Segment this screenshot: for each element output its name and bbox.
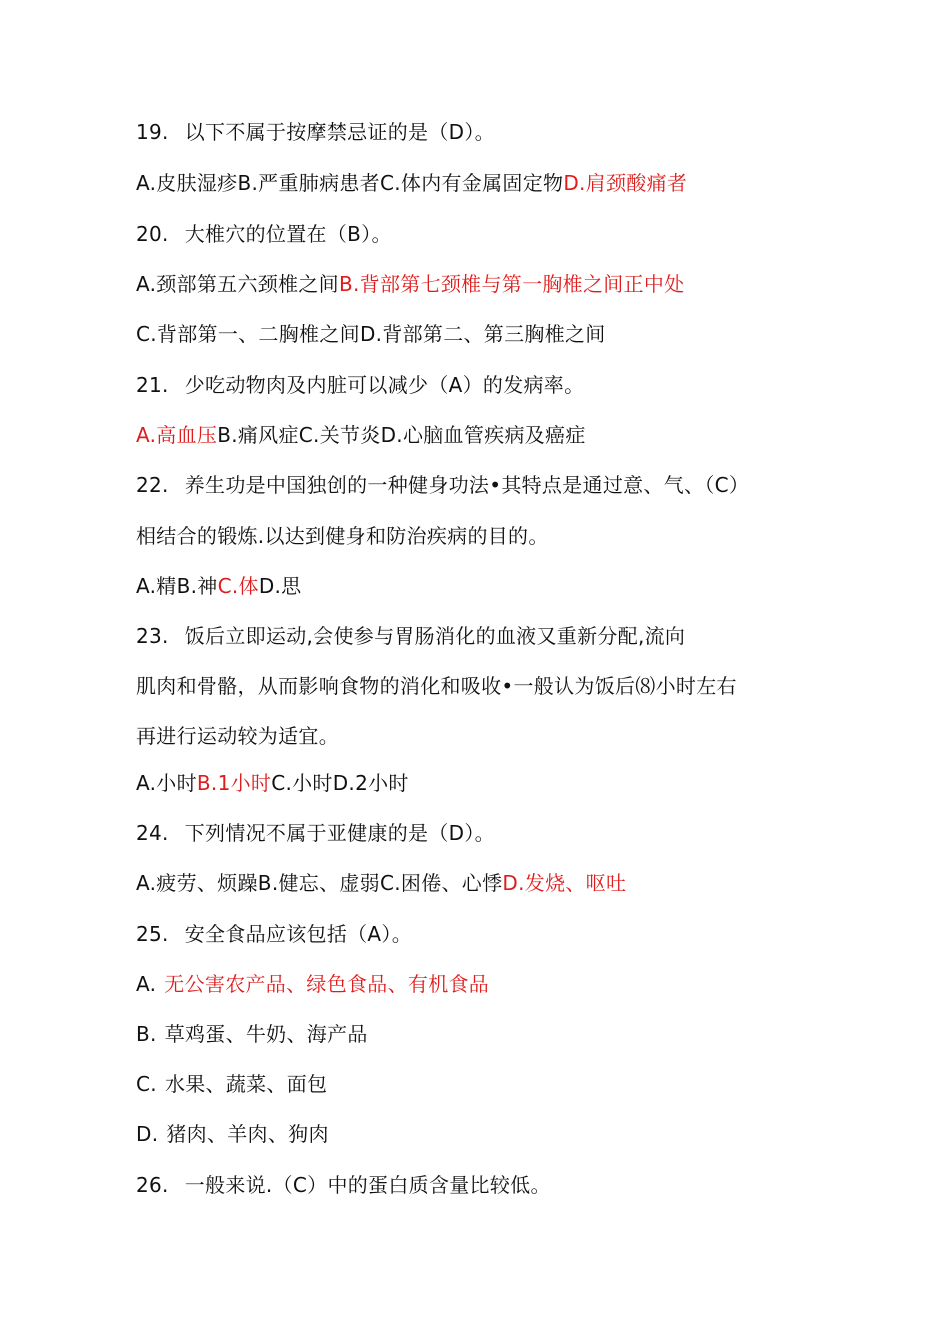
option-a-answer: A.高血压 [136, 423, 218, 447]
option-d: D.背部第二、第三胸椎之间 [359, 322, 606, 346]
option-b-answer: B.1小时 [196, 771, 272, 795]
question-number: 19. [136, 120, 169, 144]
option-b: 草鸡蛋、牛奶、海产品 [164, 1022, 368, 1046]
question-text: 大椎穴的位置在（B）。 [184, 222, 392, 246]
option-d-answer: D.肩颈酸痛者 [563, 171, 688, 195]
option-c: C.关节炎 [298, 423, 381, 447]
question-25 [136, 920, 916, 948]
option-letter: B. [136, 1022, 157, 1046]
option-b: B.痛风症 [217, 423, 299, 447]
option-b-answer: B.背部第七颈椎与第一胸椎之间正中处 [339, 272, 685, 296]
question-21 [136, 371, 916, 399]
options-21 [136, 421, 916, 449]
question-text-line1: 养生功是中国独创的一种健身功法•其特点是通过意、气、（C） [184, 473, 750, 497]
option-b: B.神 [176, 574, 218, 598]
options-24 [136, 869, 916, 897]
option-a: A.皮肤湿疹 [136, 171, 238, 195]
question-23-cont1 [136, 672, 916, 700]
option-letter: C. [136, 1072, 157, 1096]
question-text: 少吃动物肉及内脏可以减少（A）的发病率。 [184, 373, 585, 397]
option-b: B.健忘、虚弱 [257, 871, 380, 895]
question-number: 23. [136, 624, 169, 648]
question-26 [136, 1171, 916, 1199]
option-25-b [136, 1020, 916, 1048]
question-text-line1: 饭后立即运动,会使参与胃肠消化的血液又重新分配,流向 [184, 624, 686, 648]
options-20-line2 [136, 320, 916, 348]
option-c: C.困倦、心悸 [379, 871, 503, 895]
question-number: 26. [136, 1173, 169, 1197]
option-a: A.小时 [136, 771, 197, 795]
question-text-line3: 再进行运动较为适宜。 [136, 724, 339, 748]
question-text: 以下不属于按摩禁忌证的是（D）。 [184, 120, 495, 144]
option-a: A.疲劳、烦躁 [136, 871, 258, 895]
question-23-cont2 [136, 722, 916, 750]
option-d: D.思 [258, 574, 302, 598]
question-text: 下列情况不属于亚健康的是（D）。 [184, 821, 495, 845]
option-d: D.2小时 [332, 771, 409, 795]
option-b: B.严重肺病患者 [237, 171, 380, 195]
option-25-c [136, 1070, 916, 1098]
question-text-line2: 肌肉和骨骼，从而影响食物的消化和吸收•一般认为饭后⑻小时左右 [136, 674, 737, 698]
option-c: C.体内有金属固定物 [379, 171, 564, 195]
option-25-a [136, 970, 916, 998]
question-23 [136, 622, 916, 650]
question-19 [136, 118, 916, 146]
question-number: 20. [136, 222, 169, 246]
option-c: C.小时 [271, 771, 333, 795]
option-c: 水果、蔬菜、面包 [164, 1072, 328, 1096]
question-text: 安全食品应该包括（A）。 [184, 922, 413, 946]
option-letter: D. [136, 1122, 159, 1146]
option-d: D.心脑血管疾病及癌症 [380, 423, 586, 447]
question-number: 21. [136, 373, 169, 397]
options-20-line1 [136, 270, 916, 298]
question-number: 24. [136, 821, 169, 845]
option-a: A.颈部第五六颈椎之间 [136, 272, 339, 296]
option-a-answer: 无公害农产品、绿色食品、有机食品 [164, 972, 490, 996]
option-d: 猪肉、羊肉、狗肉 [166, 1122, 329, 1146]
options-19 [136, 169, 916, 197]
option-c-answer: C.体 [217, 574, 259, 598]
question-22-cont [136, 522, 916, 550]
option-letter: A. [136, 972, 157, 996]
options-22 [136, 572, 916, 600]
question-text: 一般来说.（C）中的蛋白质含量比较低。 [184, 1173, 551, 1197]
option-d-answer: D.发烧、呕吐 [502, 871, 627, 895]
question-text-line2: 相结合的锻炼.以达到健身和防治疾病的目的。 [136, 524, 549, 548]
option-25-d [136, 1120, 916, 1148]
question-number: 25. [136, 922, 169, 946]
question-24 [136, 819, 916, 847]
option-c: C.背部第一、二胸椎之间 [136, 322, 360, 346]
question-22 [136, 471, 916, 499]
options-23 [136, 769, 916, 797]
option-a: A.精 [136, 574, 177, 598]
question-number: 22. [136, 473, 169, 497]
question-20 [136, 220, 916, 248]
